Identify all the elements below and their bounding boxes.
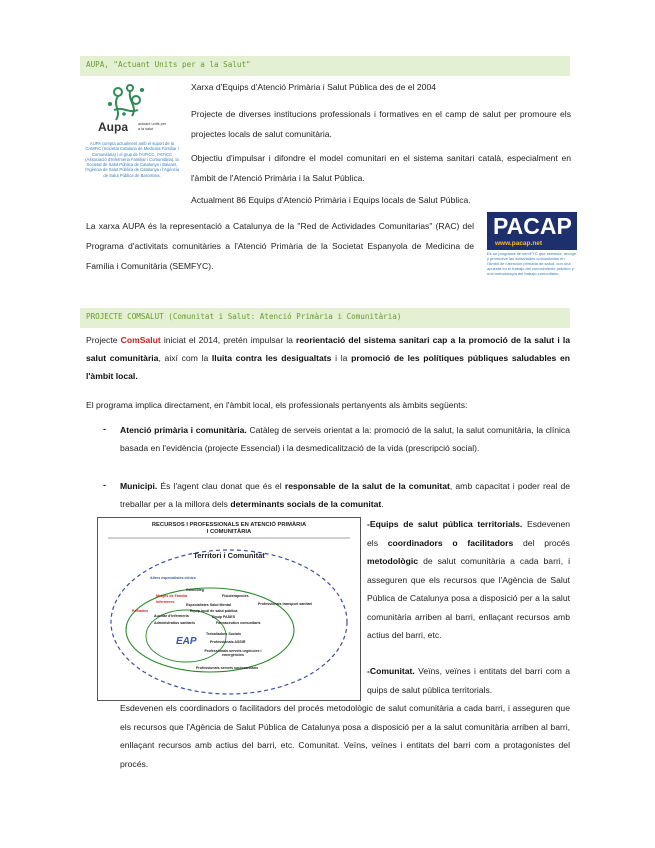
comunitat-title: -Comunitat. <box>367 666 415 676</box>
equips-title: -Equips de salut pública territorials. <box>367 519 523 529</box>
diagram-label: Professionals serveis sociosanitaris <box>196 666 259 670</box>
diagram-altres: Altres especialistes clínics <box>150 576 196 580</box>
comunitat-body: Veïns, veïnes i entitats del barri com a quips de salut pública territorials. <box>367 666 570 695</box>
diagram-eap: EAP <box>176 636 197 647</box>
bullet-2-e: . <box>381 499 384 509</box>
equips-b: coordinadors o facilitadors <box>387 537 514 548</box>
diagram-label: Professionals ASSIR <box>210 640 246 644</box>
equips-c: del procés <box>513 537 570 548</box>
diagram-label: Pediatres <box>132 609 149 613</box>
diagram-label: Infermeres <box>156 600 175 604</box>
diagram-label: Administratius sanitaris <box>154 621 195 625</box>
aupa-rac-text: La xarxa AUPA és la representació a Catalunya de la "Red de Actividades Comunitarias" (RAC) del Programa d'activitats comunitàries a l'Atenció Primària de la Societat Espanyola de Medicina de Família i Comunitària (SEMFYC). <box>86 221 474 271</box>
diagram-label: Metges de Família <box>156 594 187 598</box>
equips-d: metodològic <box>367 556 419 566</box>
diagram-label: Professionals serveis urgències i emergències <box>204 649 262 658</box>
bullet-2-title: Municipi. <box>120 481 158 491</box>
intro-bold-3: promoció de les polítiques públiques saludables en l'àmbit local. <box>86 353 570 381</box>
intro-text-2: iniciat el 2014, pretén impulsar la <box>160 335 297 345</box>
bullet-dash-2: - <box>103 480 106 490</box>
comsalut-header-band <box>80 308 570 328</box>
diagram-label: Odontòleg <box>186 588 204 592</box>
diagram-label: Treballadors Socials <box>206 632 241 636</box>
intro-bold-1: reorientació del sistema sanitari cap a la promoció de la salut i la salut comunitària <box>86 335 570 363</box>
equips-a: Esdevenen els <box>367 519 570 548</box>
pacap-logo <box>487 212 577 250</box>
aupa-logo-sub: actuant units per a la salut <box>138 122 167 131</box>
bullet-2-b: responsable de la salut de la comunitat <box>284 481 450 491</box>
bullet-2-a: És l'agent clau donat que és el <box>157 481 285 491</box>
bullet-1 <box>120 421 570 457</box>
diagram-label: Auxiliar d'infermeria <box>154 614 189 618</box>
comsalut-header: PROJECTE COMSALUT (Comunitat i Salut: Atenció Primària i Comunitària) <box>86 312 402 321</box>
intro-text-3: , així com la <box>158 353 212 363</box>
aupa-line-3: Objectiu d'impulsar i difondre el model comunitari en el sistema sanitari català, especialment en l'àmbit de l'Atenció Primària i la Salut Pública. <box>191 153 571 183</box>
diagram-label: Equip local de salut pública <box>190 609 238 613</box>
aupa-line-1: Xarxa d'Equips d'Atenció Primària i Salut Pública des de el 2004 <box>191 82 437 92</box>
intro-text-4: i la <box>331 353 352 363</box>
comunitat-text <box>367 662 570 699</box>
aupa-line-2: Projecte de diverses institucions professionals i formatives en el camp de salut per promoure els projectes locals de salut comunitària. <box>191 109 571 139</box>
program-text: El programa implica directament, en l'àmbit local, els professionals pertanyents als àmbits següents: <box>86 400 468 410</box>
aupa-header: AUPA, "Actuant Units per a la Salut" <box>86 60 251 69</box>
bullet-2-c: , amb capacitat i poder real de treballar per a la millora dels <box>120 481 570 509</box>
pacap-caption: Es un programa de semFYC que estimula, recoge y promueve las actividades comunitarias en l'Ámbit de l'atención primaria de salud, con una apuesta en el trabajo del conocimiento práctico y una metodología del trabajo comunitario. <box>487 251 576 276</box>
pacap-url: www.pacap.net <box>495 240 543 247</box>
pacap-logo-text: PACAP <box>493 213 572 239</box>
aupa-line-4: Actualment 86 Equips d'Atenció Primària i Equips locals de Salut Pública. <box>191 195 471 205</box>
bullet-dash-1: - <box>103 424 106 434</box>
equips-text <box>367 515 570 645</box>
intro-bold-2: lluita contra les desigualtats <box>211 353 332 363</box>
comsalut-intro <box>86 331 570 385</box>
comsalut-name: ComSalut <box>120 335 161 345</box>
intro-text-1: Projecte <box>86 335 121 345</box>
aupa-logo <box>92 80 182 140</box>
closing-text: Esdevenen els coordinadors o facilitadors del procés metodològic de salut comunitària a cada barri, i asseguren que els recursos que l'Agència de Salut Pública de Catalunya posa a disposició per a la salut comunitària arriben al barri, enllaçant recursos amb actius del barri, etc. Comunitat. Veïns, veïnes i entitats del barri com a protagonistes del procés. <box>120 703 570 769</box>
diagram-territori: Territori i Comunitat <box>193 551 265 560</box>
diagram-label: Fisioterapeutes <box>222 594 249 598</box>
diagram-label: Farmacèutics comunitaris <box>216 621 261 625</box>
bullet-1-title: Atenció primària i comunitària. <box>120 425 247 435</box>
bullet-2 <box>120 477 570 513</box>
diagram-label: Professionals transport sanitari <box>257 602 313 606</box>
diagram-title-1: RECURSOS I PROFESSIONALS EN ATENCIÓ PRIMÀRIA <box>151 522 307 528</box>
aupa-logo-caption: AUPA compta actualment amb el suport de la CAMFiC (Societat Catalana de Medicina Familiar i Comunitària) i el grup de l'AIFICC, l'AIFiCC (Associació d'Infermeria Familiar i Comunitària), la Societat de Salut Pública de Catalunya i Balears, l'Agència de Salut Pública de Catalunya i l'Agència de Salut Pública de Barcelona. <box>84 141 180 178</box>
bullet-1-text: Catàleg de serveis orientat a la: promoció de la salut, la salut comunitària, la clínica basada en l'evidència (projecte Essencial) i la desmedicalització de la vida (prescripció social). <box>120 425 570 453</box>
aupa-logo-text: Aupa <box>98 120 128 134</box>
resources-diagram <box>97 517 361 701</box>
diagram-title-2: I COMUNITÀRIA <box>206 529 252 535</box>
diagram-label: Especialistes Salut Mental <box>186 603 231 607</box>
diagram-label: Equip PADES <box>212 615 236 619</box>
equips-e: de salut comunitària a cada barri, i asseguren que els recursos que l'Agència de Salut Pública de Catalunya posa a disposició per a la salut comunitària arriben al barri, enllaçant recursos amb actius del barri, etc. <box>367 556 570 640</box>
bullet-2-d: determinants socials de la comunitat <box>230 499 382 509</box>
aupa-header-band <box>80 56 570 76</box>
